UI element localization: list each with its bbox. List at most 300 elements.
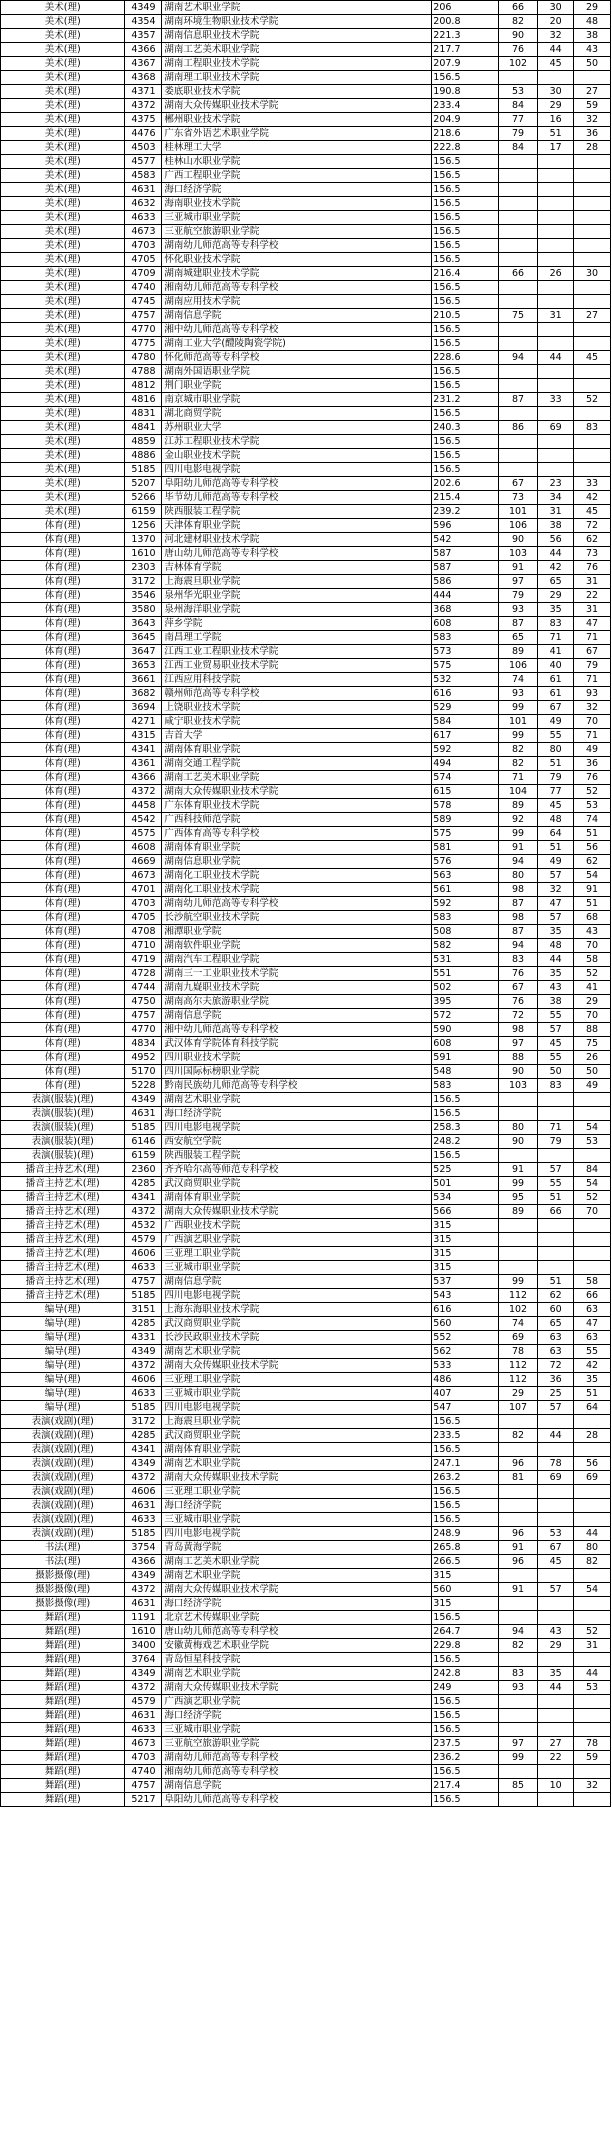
score-cell: 66 [498, 1, 537, 15]
score-cell: 58 [573, 1275, 610, 1289]
score-cell: 87 [498, 897, 537, 911]
category-cell: 美术(理) [1, 29, 125, 43]
control-score-cell: 572 [432, 1009, 499, 1023]
score-cell [573, 1513, 610, 1527]
school-name-cell: 湖北商贸学院 [162, 407, 432, 421]
score-cell: 55 [573, 1345, 610, 1359]
score-cell: 53 [573, 1135, 610, 1149]
score-cell: 97 [498, 1037, 537, 1051]
score-cell: 60 [538, 1303, 574, 1317]
school-name-cell: 湖南工艺美术职业学院 [162, 1555, 432, 1569]
control-score-cell: 543 [432, 1289, 499, 1303]
score-cell: 81 [498, 1471, 537, 1485]
table-row [1, 155, 611, 169]
control-score-cell: 395 [432, 995, 499, 1009]
category-cell: 美术(理) [1, 281, 125, 295]
table-row [1, 869, 611, 883]
school-name-cell: 湖南化工职业技术学院 [162, 883, 432, 897]
score-cell [573, 435, 610, 449]
table-row [1, 57, 611, 71]
score-cell: 28 [573, 1429, 610, 1443]
school-code-cell: 1256 [125, 519, 162, 533]
score-cell [538, 1695, 574, 1709]
score-cell: 53 [573, 799, 610, 813]
score-cell: 59 [573, 1751, 610, 1765]
table-row [1, 1205, 611, 1219]
school-name-cell: 天津体育职业学院 [162, 519, 432, 533]
control-score-cell: 560 [432, 1583, 499, 1597]
table-row [1, 1051, 611, 1065]
school-name-cell: 金山职业技术学院 [162, 449, 432, 463]
score-cell: 82 [498, 743, 537, 757]
score-cell: 96 [498, 1555, 537, 1569]
score-cell: 30 [573, 267, 610, 281]
score-cell: 92 [498, 813, 537, 827]
table-row [1, 1219, 611, 1233]
category-cell: 舞蹈(理) [1, 1695, 125, 1709]
school-name-cell: 湘潭职业学院 [162, 925, 432, 939]
school-code-cell: 4349 [125, 1457, 162, 1471]
score-cell: 84 [498, 141, 537, 155]
school-name-cell: 湘南幼儿师范高等专科学校 [162, 281, 432, 295]
score-cell: 22 [538, 1751, 574, 1765]
school-code-cell: 4341 [125, 1191, 162, 1205]
table-row [1, 1555, 611, 1569]
control-score-cell: 233.4 [432, 99, 499, 113]
score-cell: 41 [573, 981, 610, 995]
control-score-cell: 156.5 [432, 1793, 499, 1807]
control-score-cell: 315 [432, 1261, 499, 1275]
school-name-cell: 湖南体育职业学院 [162, 1191, 432, 1205]
score-cell: 53 [573, 1681, 610, 1695]
score-cell: 53 [498, 85, 537, 99]
score-cell: 67 [573, 645, 610, 659]
table-row [1, 967, 611, 981]
school-name-cell: 泉州华光职业学院 [162, 589, 432, 603]
score-cell [573, 1723, 610, 1737]
school-name-cell: 海口经济学院 [162, 183, 432, 197]
table-row [1, 29, 611, 43]
score-cell [498, 1415, 537, 1429]
table-row [1, 127, 611, 141]
control-score-cell: 156.5 [432, 197, 499, 211]
table-row [1, 729, 611, 743]
school-code-cell: 5266 [125, 491, 162, 505]
score-cell [573, 1597, 610, 1611]
table-row [1, 883, 611, 897]
school-name-cell: 三亚航空旅游职业学院 [162, 225, 432, 239]
school-name-cell: 湖南高尔夫旅游职业学院 [162, 995, 432, 1009]
school-code-cell: 4740 [125, 1765, 162, 1779]
category-cell: 体育(理) [1, 603, 125, 617]
school-name-cell: 湖南大众传媒职业技术学院 [162, 1471, 432, 1485]
school-name-cell: 武汉商贸职业学院 [162, 1317, 432, 1331]
control-score-cell: 596 [432, 519, 499, 533]
school-code-cell: 4349 [125, 1569, 162, 1583]
score-cell: 89 [498, 645, 537, 659]
category-cell: 美术(理) [1, 435, 125, 449]
school-name-cell: 湖南大众传媒职业技术学院 [162, 1681, 432, 1695]
school-code-cell: 3643 [125, 617, 162, 631]
table-row [1, 617, 611, 631]
table-row [1, 1191, 611, 1205]
score-cell [498, 1723, 537, 1737]
score-cell [498, 337, 537, 351]
school-code-cell: 4349 [125, 1093, 162, 1107]
table-row [1, 1247, 611, 1261]
score-cell: 45 [538, 57, 574, 71]
table-row [1, 1639, 611, 1653]
score-cell: 104 [498, 785, 537, 799]
category-cell: 美术(理) [1, 365, 125, 379]
table-row [1, 897, 611, 911]
school-name-cell: 萍乡学院 [162, 617, 432, 631]
school-name-cell: 泉州海洋职业学院 [162, 603, 432, 617]
score-cell: 88 [498, 1051, 537, 1065]
control-score-cell: 156.5 [432, 183, 499, 197]
school-name-cell: 河北建材职业技术学院 [162, 533, 432, 547]
school-code-cell: 4775 [125, 337, 162, 351]
table-row [1, 1681, 611, 1695]
school-name-cell: 四川电影电视学院 [162, 1289, 432, 1303]
score-cell [498, 1443, 537, 1457]
category-cell: 舞蹈(理) [1, 1611, 125, 1625]
school-code-cell: 4476 [125, 127, 162, 141]
school-code-cell: 4673 [125, 1737, 162, 1751]
score-cell: 16 [538, 113, 574, 127]
score-cell [498, 1597, 537, 1611]
school-name-cell: 湖南艺术职业学院 [162, 1345, 432, 1359]
control-score-cell: 242.8 [432, 1667, 499, 1681]
score-cell: 93 [498, 687, 537, 701]
score-cell [498, 169, 537, 183]
score-cell: 71 [538, 631, 574, 645]
control-score-cell: 592 [432, 743, 499, 757]
category-cell: 美术(理) [1, 351, 125, 365]
score-cell: 80 [498, 1121, 537, 1135]
score-cell [498, 239, 537, 253]
category-cell: 体育(理) [1, 547, 125, 561]
score-cell [573, 1107, 610, 1121]
score-cell: 54 [573, 1583, 610, 1597]
score-cell: 88 [573, 1023, 610, 1037]
table-row [1, 519, 611, 533]
control-score-cell: 533 [432, 1359, 499, 1373]
table-row [1, 981, 611, 995]
score-cell [538, 1611, 574, 1625]
table-row [1, 1079, 611, 1093]
school-name-cell: 桂林理工大学 [162, 141, 432, 155]
school-code-cell: 5185 [125, 1121, 162, 1135]
score-cell: 72 [498, 1009, 537, 1023]
control-score-cell: 315 [432, 1247, 499, 1261]
school-name-cell: 上海震旦职业学院 [162, 1415, 432, 1429]
table-row [1, 1499, 611, 1513]
score-cell: 76 [498, 43, 537, 57]
school-code-cell: 4341 [125, 1443, 162, 1457]
control-score-cell: 156.5 [432, 1513, 499, 1527]
score-cell [538, 323, 574, 337]
score-cell [538, 1513, 574, 1527]
score-cell: 32 [573, 113, 610, 127]
table-row [1, 463, 611, 477]
score-cell: 47 [538, 897, 574, 911]
category-cell: 舞蹈(理) [1, 1793, 125, 1807]
table-row [1, 575, 611, 589]
category-cell: 美术(理) [1, 295, 125, 309]
score-cell [538, 1485, 574, 1499]
control-score-cell: 228.6 [432, 351, 499, 365]
score-cell: 96 [498, 1457, 537, 1471]
score-cell: 50 [573, 57, 610, 71]
school-code-cell: 4770 [125, 323, 162, 337]
score-cell: 31 [573, 603, 610, 617]
score-cell: 90 [498, 1065, 537, 1079]
category-cell: 播音主持艺术(理) [1, 1247, 125, 1261]
table-row [1, 1457, 611, 1471]
score-cell [573, 183, 610, 197]
category-cell: 体育(理) [1, 855, 125, 869]
control-score-cell: 156.5 [432, 1443, 499, 1457]
table-row [1, 253, 611, 267]
score-cell [538, 211, 574, 225]
table-row [1, 113, 611, 127]
control-score-cell: 583 [432, 631, 499, 645]
school-code-cell: 1610 [125, 1625, 162, 1639]
score-cell [538, 1499, 574, 1513]
school-code-cell: 4285 [125, 1429, 162, 1443]
school-name-cell: 海口经济学院 [162, 1597, 432, 1611]
score-cell [538, 1233, 574, 1247]
control-score-cell: 592 [432, 897, 499, 911]
table-row [1, 1345, 611, 1359]
score-cell [538, 1415, 574, 1429]
category-cell: 体育(理) [1, 589, 125, 603]
school-name-cell: 湖南工程职业技术学院 [162, 57, 432, 71]
control-score-cell: 217.4 [432, 1779, 499, 1793]
category-cell: 编导(理) [1, 1317, 125, 1331]
score-cell: 33 [573, 477, 610, 491]
control-score-cell: 563 [432, 869, 499, 883]
school-code-cell: 4285 [125, 1177, 162, 1191]
control-score-cell: 547 [432, 1401, 499, 1415]
score-cell: 54 [573, 869, 610, 883]
school-name-cell: 湖南幼儿师范高等专科学校 [162, 897, 432, 911]
table-row [1, 421, 611, 435]
control-score-cell: 156.5 [432, 337, 499, 351]
score-cell: 87 [498, 925, 537, 939]
control-score-cell: 502 [432, 981, 499, 995]
school-code-cell: 4375 [125, 113, 162, 127]
school-code-cell: 4458 [125, 799, 162, 813]
table-row [1, 1751, 611, 1765]
school-code-cell: 4703 [125, 1751, 162, 1765]
score-cell [498, 1485, 537, 1499]
category-cell: 体育(理) [1, 869, 125, 883]
score-cell: 78 [573, 1737, 610, 1751]
score-cell: 97 [498, 575, 537, 589]
table-row [1, 771, 611, 785]
table-row [1, 1275, 611, 1289]
table-row [1, 1793, 611, 1807]
control-score-cell: 156.5 [432, 1611, 499, 1625]
table-row [1, 1387, 611, 1401]
control-score-cell: 561 [432, 883, 499, 897]
category-cell: 美术(理) [1, 169, 125, 183]
control-score-cell: 444 [432, 589, 499, 603]
category-cell: 体育(理) [1, 1037, 125, 1051]
school-name-cell: 陕西服装工程学院 [162, 1149, 432, 1163]
control-score-cell: 315 [432, 1219, 499, 1233]
table-row [1, 169, 611, 183]
score-cell: 82 [498, 757, 537, 771]
school-name-cell: 湖南信息学院 [162, 1275, 432, 1289]
category-cell: 美术(理) [1, 477, 125, 491]
school-name-cell: 广西工程职业学院 [162, 169, 432, 183]
score-cell: 35 [538, 1667, 574, 1681]
control-score-cell: 156.5 [432, 463, 499, 477]
category-cell: 体育(理) [1, 1065, 125, 1079]
school-name-cell: 湖南体育职业学院 [162, 743, 432, 757]
category-cell: 美术(理) [1, 267, 125, 281]
table-row [1, 267, 611, 281]
score-cell: 43 [573, 925, 610, 939]
score-cell: 57 [538, 1401, 574, 1415]
score-cell: 83 [498, 953, 537, 967]
table-row [1, 939, 611, 953]
control-score-cell: 617 [432, 729, 499, 743]
school-name-cell: 四川电影电视学院 [162, 1121, 432, 1135]
table-row [1, 1, 611, 15]
category-cell: 舞蹈(理) [1, 1681, 125, 1695]
table-row [1, 1541, 611, 1555]
score-cell [538, 1261, 574, 1275]
control-score-cell: 584 [432, 715, 499, 729]
control-score-cell: 263.2 [432, 1471, 499, 1485]
table-row [1, 561, 611, 575]
table-row [1, 99, 611, 113]
score-cell: 30 [538, 85, 574, 99]
score-cell: 106 [498, 519, 537, 533]
control-score-cell: 156.5 [432, 239, 499, 253]
category-cell: 舞蹈(理) [1, 1723, 125, 1737]
category-cell: 体育(理) [1, 841, 125, 855]
table-row [1, 1401, 611, 1415]
control-score-cell: 560 [432, 1317, 499, 1331]
category-cell: 美术(理) [1, 449, 125, 463]
score-cell [573, 1765, 610, 1779]
score-cell: 75 [498, 309, 537, 323]
score-cell: 51 [538, 1275, 574, 1289]
score-cell [573, 1219, 610, 1233]
category-cell: 美术(理) [1, 407, 125, 421]
category-cell: 体育(理) [1, 701, 125, 715]
score-cell: 51 [573, 827, 610, 841]
table-row [1, 911, 611, 925]
score-cell: 31 [538, 505, 574, 519]
score-cell: 45 [573, 351, 610, 365]
score-cell [498, 1765, 537, 1779]
school-code-cell: 4631 [125, 1597, 162, 1611]
control-score-cell: 589 [432, 813, 499, 827]
score-cell [498, 155, 537, 169]
table-row [1, 225, 611, 239]
table-row [1, 211, 611, 225]
score-cell [538, 253, 574, 267]
school-name-cell: 湖南大众传媒职业技术学院 [162, 1359, 432, 1373]
school-code-cell: 4834 [125, 1037, 162, 1051]
control-score-cell: 236.2 [432, 1751, 499, 1765]
control-score-cell: 501 [432, 1177, 499, 1191]
score-cell [573, 1485, 610, 1499]
score-cell: 65 [538, 1317, 574, 1331]
score-cell: 67 [538, 701, 574, 715]
score-cell [538, 1149, 574, 1163]
table-row [1, 197, 611, 211]
school-name-cell: 赣州师范高等专科学校 [162, 687, 432, 701]
category-cell: 舞蹈(理) [1, 1765, 125, 1779]
score-cell: 49 [538, 855, 574, 869]
table-row [1, 85, 611, 99]
score-cell: 90 [498, 1135, 537, 1149]
school-code-cell: 4669 [125, 855, 162, 869]
school-code-cell: 4285 [125, 1317, 162, 1331]
control-score-cell: 494 [432, 757, 499, 771]
table-row [1, 1303, 611, 1317]
school-name-cell: 湖南九嶷职业技术学院 [162, 981, 432, 995]
school-name-cell: 荆门职业学院 [162, 379, 432, 393]
score-cell: 35 [538, 967, 574, 981]
school-code-cell: 4366 [125, 1555, 162, 1569]
score-cell: 52 [573, 967, 610, 981]
category-cell: 舞蹈(理) [1, 1737, 125, 1751]
table-row [1, 1331, 611, 1345]
score-cell: 101 [498, 505, 537, 519]
score-cell [538, 183, 574, 197]
score-cell: 77 [538, 785, 574, 799]
category-cell: 美术(理) [1, 1, 125, 15]
table-row [1, 715, 611, 729]
control-score-cell: 218.6 [432, 127, 499, 141]
control-score-cell: 581 [432, 841, 499, 855]
score-cell: 75 [573, 1037, 610, 1051]
score-cell: 50 [573, 1065, 610, 1079]
category-cell: 播音主持艺术(理) [1, 1163, 125, 1177]
school-name-cell: 湖南应用技术学院 [162, 295, 432, 309]
school-code-cell: 4532 [125, 1219, 162, 1233]
score-cell: 38 [573, 29, 610, 43]
school-code-cell: 4709 [125, 267, 162, 281]
control-score-cell: 575 [432, 659, 499, 673]
score-cell [498, 211, 537, 225]
score-cell: 43 [538, 1625, 574, 1639]
table-row [1, 757, 611, 771]
school-name-cell: 海口经济学院 [162, 1107, 432, 1121]
category-cell: 舞蹈(理) [1, 1639, 125, 1653]
score-cell [573, 1233, 610, 1247]
control-score-cell: 221.3 [432, 29, 499, 43]
table-row [1, 799, 611, 813]
school-code-cell: 4575 [125, 827, 162, 841]
control-score-cell: 258.3 [432, 1121, 499, 1135]
table-row [1, 365, 611, 379]
school-name-cell: 湖南交通工程学院 [162, 757, 432, 771]
school-code-cell: 3546 [125, 589, 162, 603]
school-name-cell: 海南职业技术学院 [162, 197, 432, 211]
score-cell: 27 [538, 1737, 574, 1751]
score-cell: 47 [573, 617, 610, 631]
score-cell: 59 [573, 99, 610, 113]
